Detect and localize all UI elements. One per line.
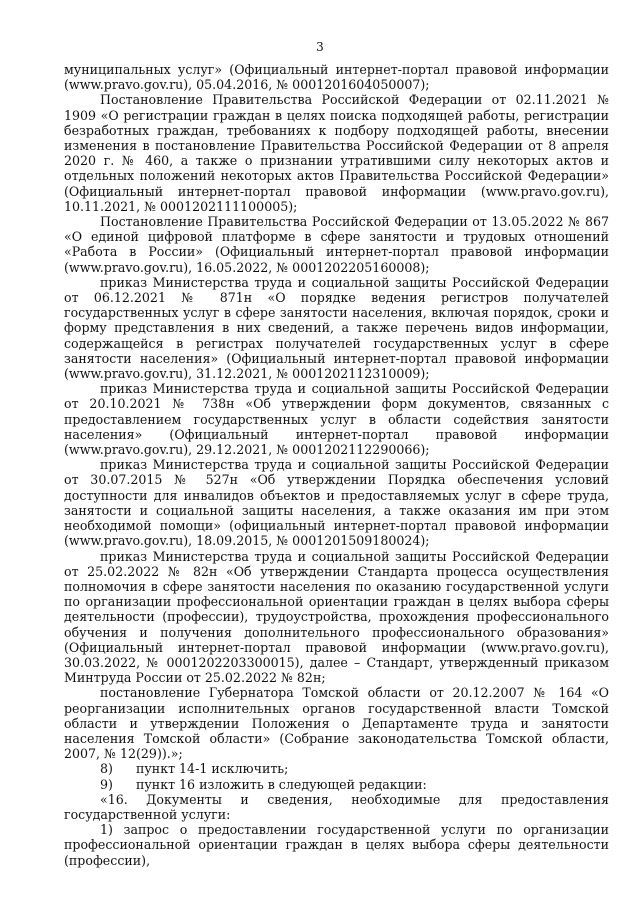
list-item [64, 777, 609, 792]
paragraph-decree-867: Постановление Правительства Российской Федерации от 13.05.2022 № 867 «О единой цифровой платформе в сфере занятости и трудовых отношений «Работа в России» (Официальный интернет-портал правовой информации (www.pravo.gov.ru), 16.05.2022, № 0001202205160008); [64, 214, 609, 275]
paragraph-order-527n: приказ Министерства труда и социальной защиты Российской Федерации от 30.07.2015 № 527н «Об утверждении Порядка обеспечения условий доступности для инвалидов объектов и предоставляемых услуг в сфере труда, занятости и социальной защиты населения, а также оказания им при этом необходимой помощи» (официальный интернет-портал правовой информации (www.pravo.gov.ru), 18.09.2015, № 0001201509180024); [64, 457, 609, 549]
paragraph-order-82n: приказ Министерства труда и социальной защиты Российской Федерации от 25.02.2022 № 82н «Об утверждении Стандарта процесса осуществления полномочия в сфере занятости населения по оказанию государственной услуги по организации профессиональной ориентации граждан в целях выбора сферы деятельности (профессии), трудоустройства, прохождения профессионального обучения и получения дополнительного профессионального образования» (Официальный интернет-портал правовой информации (www.pravo.gov.ru), 30.03.2022, № 0001202203300015), далее – Стандарт, утвержденный приказом Минтруда России от 25.02.2022 № 82н; [64, 548, 609, 686]
list-item [64, 761, 609, 776]
paragraph-documents-heading: «16. Документы и сведения, необходимые для предоставления государственной услуги: [64, 791, 609, 822]
document-body [64, 62, 609, 868]
paragraph-order-871n: приказ Министерства труда и социальной защиты Российской Федерации от 06.12.2021 № 871н «О порядке ведения регистров получателей государственных услуг в сфере занятости населения, включая порядок, сроки и форму представления в них сведений, а также перечень видов информации, содержащейся в регистрах получателей государственных услуг в сфере занятости населения» (Официальный интернет-портал правовой информации (www.pravo.gov.ru), 31.12.2021, № 0001202112310009); [64, 274, 609, 382]
page-number: 3 [316, 40, 324, 54]
item-text: пункт 16 изложить в следующей редакции: [136, 776, 427, 792]
item-number: 9) [100, 776, 113, 792]
paragraph-order-738n: приказ Министерства труда и социальной защиты Российской Федерации от 20.10.2021 № 738н «Об утверждении форм документов, связанных с предоставлением государственных услуг в области содействия занятости населения» (Официальный интернет-портал правовой информации (www.pravo.gov.ru), 29.12.2021, № 0001202112290066); [64, 381, 609, 458]
item-text: пункт 14-1 исключить; [136, 761, 289, 777]
paragraph-governor-decree-164: постановление Губернатора Томской области от 20.12.2007 № 164 «О реорганизации исполнительных органов государственной власти Томской области и утверждении Положения о Департаменте труда и занятости населения Томской области» (Собрание законодательства Томской области, 2007, № 12(29)).»; [64, 685, 609, 762]
paragraph-decree-1909: Постановление Правительства Российской Федерации от 02.11.2021 № 1909 «О регистрации граждан в целях поиска подходящей работы, регистрации безработных граждан, требованиях к подбору подходящей работы, внесении изменения в постановление Правительства Российской Федерации от 8 апреля 2020 г. № 460, а также о признании утратившими силу некоторых актов и отдельных положений некоторых актов Правительства Российской Федерации» (Официальный интернет-портал правовой информации (www.pravo.gov.ru), 10.11.2021, № 0001202111100005); [64, 92, 609, 214]
paragraph-municipal-services: муниципальных услуг» (Официальный интернет-портал правовой информации (www.pravo.gov.ru), 05.04.2016, № 0001201604050007); [64, 62, 609, 93]
item-number: 8) [100, 761, 113, 777]
paragraph-request: 1) запрос о предоставлении государственной услуги по организации профессиональной ориентации граждан в целях выбора сферы деятельности (профессии), [64, 822, 609, 868]
